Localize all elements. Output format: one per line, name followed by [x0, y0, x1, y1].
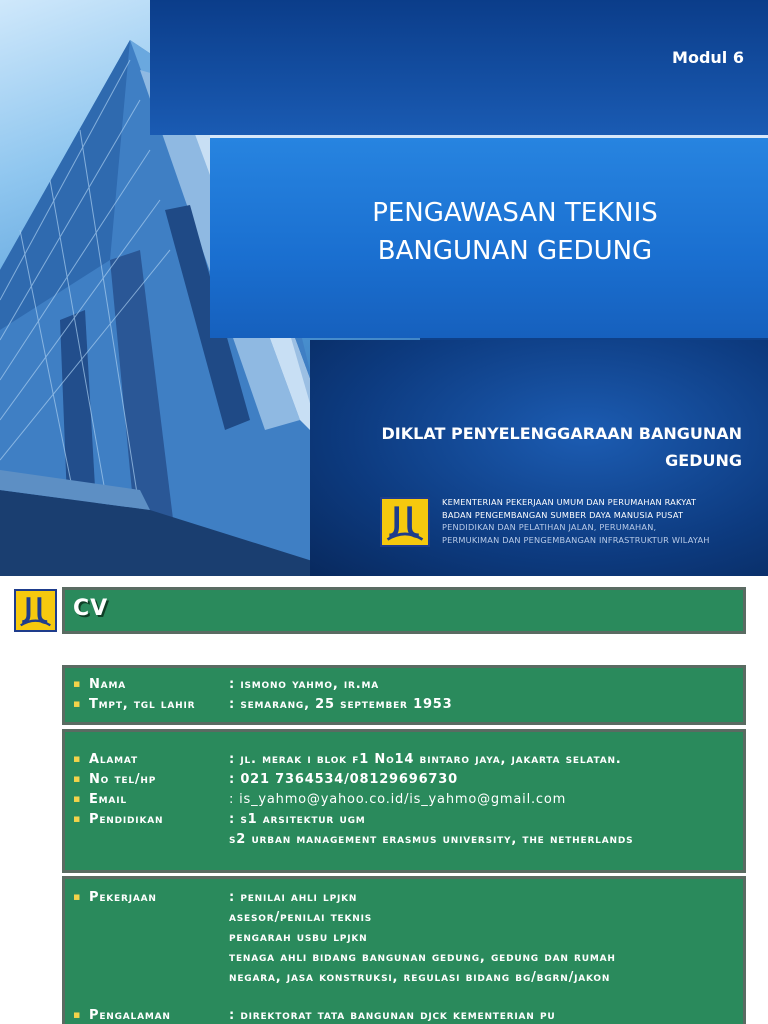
pu-logo-icon: [16, 591, 55, 630]
pu-logo: [380, 497, 430, 547]
course-line-1: DIKLAT PENYELENGGARAAN BANGUNAN: [381, 424, 742, 443]
cv-continuation: tenaga ahli bidang bangunan gedung, gedung dan rumah: [229, 950, 616, 965]
cv-label: Pekerjaan: [89, 890, 157, 905]
cv-value: : 021 7364534/08129696730: [229, 772, 458, 787]
bullet-icon: ▪: [73, 752, 82, 765]
title-line-2: BANGUNAN GEDUNG: [377, 236, 653, 266]
org-line-2: BADAN PENGEMBANGAN SUMBER DAYA MANUSIA PUSAT: [442, 509, 684, 520]
org-line-1: KEMENTERIAN PEKERJAAN UMUM DAN PERUMAHAN RAKYAT: [442, 497, 697, 507]
pu-logo-icon: [382, 499, 428, 545]
cv-continuation: negara, jasa konstruksi, regulasi bidang bg/bgrn/jakon: [229, 970, 611, 985]
cv-label: Email: [89, 792, 127, 807]
cv-label: Alamat: [89, 752, 138, 767]
cv-title: CV: [73, 596, 109, 621]
cv-label: Nama: [89, 677, 126, 692]
cv-header-bar: [62, 587, 746, 634]
cv-slide: [0, 576, 768, 1024]
cv-continuation: s2 urban management erasmus university, the netherlands: [229, 832, 634, 847]
cv-label: Pendidikan: [89, 812, 164, 827]
pu-logo-small: [14, 589, 57, 632]
course-name: [362, 420, 742, 474]
cv-value: : penilai ahli lpjkn: [229, 890, 358, 905]
contact-info-box: [62, 729, 746, 873]
cv-continuation: asesor/penilai teknis: [229, 910, 373, 925]
bullet-icon: ▪: [73, 1008, 82, 1021]
cv-value: : jl. merak i blok f1 No14 bintaro jaya, jakarta selatan.: [229, 752, 622, 767]
bullet-icon: ▪: [73, 697, 82, 710]
bullet-icon: ▪: [73, 890, 82, 903]
bullet-icon: ▪: [73, 792, 82, 805]
bullet-icon: ▪: [73, 772, 82, 785]
cv-value: : s1 arsitektur ugm: [229, 812, 366, 827]
work-info-box: [62, 876, 746, 1024]
cv-label: Tmpt, tgl lahir: [89, 697, 196, 712]
org-line-4: PERMUKIMAN DAN PENGEMBANGAN INFRASTRUKTUR WILAYAH: [442, 534, 710, 545]
module-label: Modul 6: [672, 48, 744, 67]
cv-value: : direktorat tata bangunan djck kementerian pu: [229, 1008, 556, 1023]
cv-value: : semarang, 25 september 1953: [229, 697, 453, 712]
organization-text: [442, 496, 746, 546]
bullet-icon: ▪: [73, 812, 82, 825]
cv-value: : ismono yahmo, ir.ma: [229, 677, 380, 692]
cv-continuation: pengarah usbu lpjkn: [229, 930, 368, 945]
slide-title: [330, 194, 700, 270]
course-line-2: GEDUNG: [665, 451, 742, 470]
personal-info-box: [62, 665, 746, 725]
bullet-icon: ▪: [73, 677, 82, 690]
title-line-1: PENGAWASAN TEKNIS: [372, 198, 658, 228]
org-line-3: PENDIDIKAN DAN PELATIHAN JALAN, PERUMAHAN,: [442, 522, 657, 532]
top-blue-band: [150, 0, 768, 135]
cv-label: Pengalaman: [89, 1008, 171, 1023]
cv-value: : is_yahmo@yahoo.co.id/is_yahmo@gmail.com: [229, 792, 567, 807]
cv-label: No tel/hp: [89, 772, 157, 787]
